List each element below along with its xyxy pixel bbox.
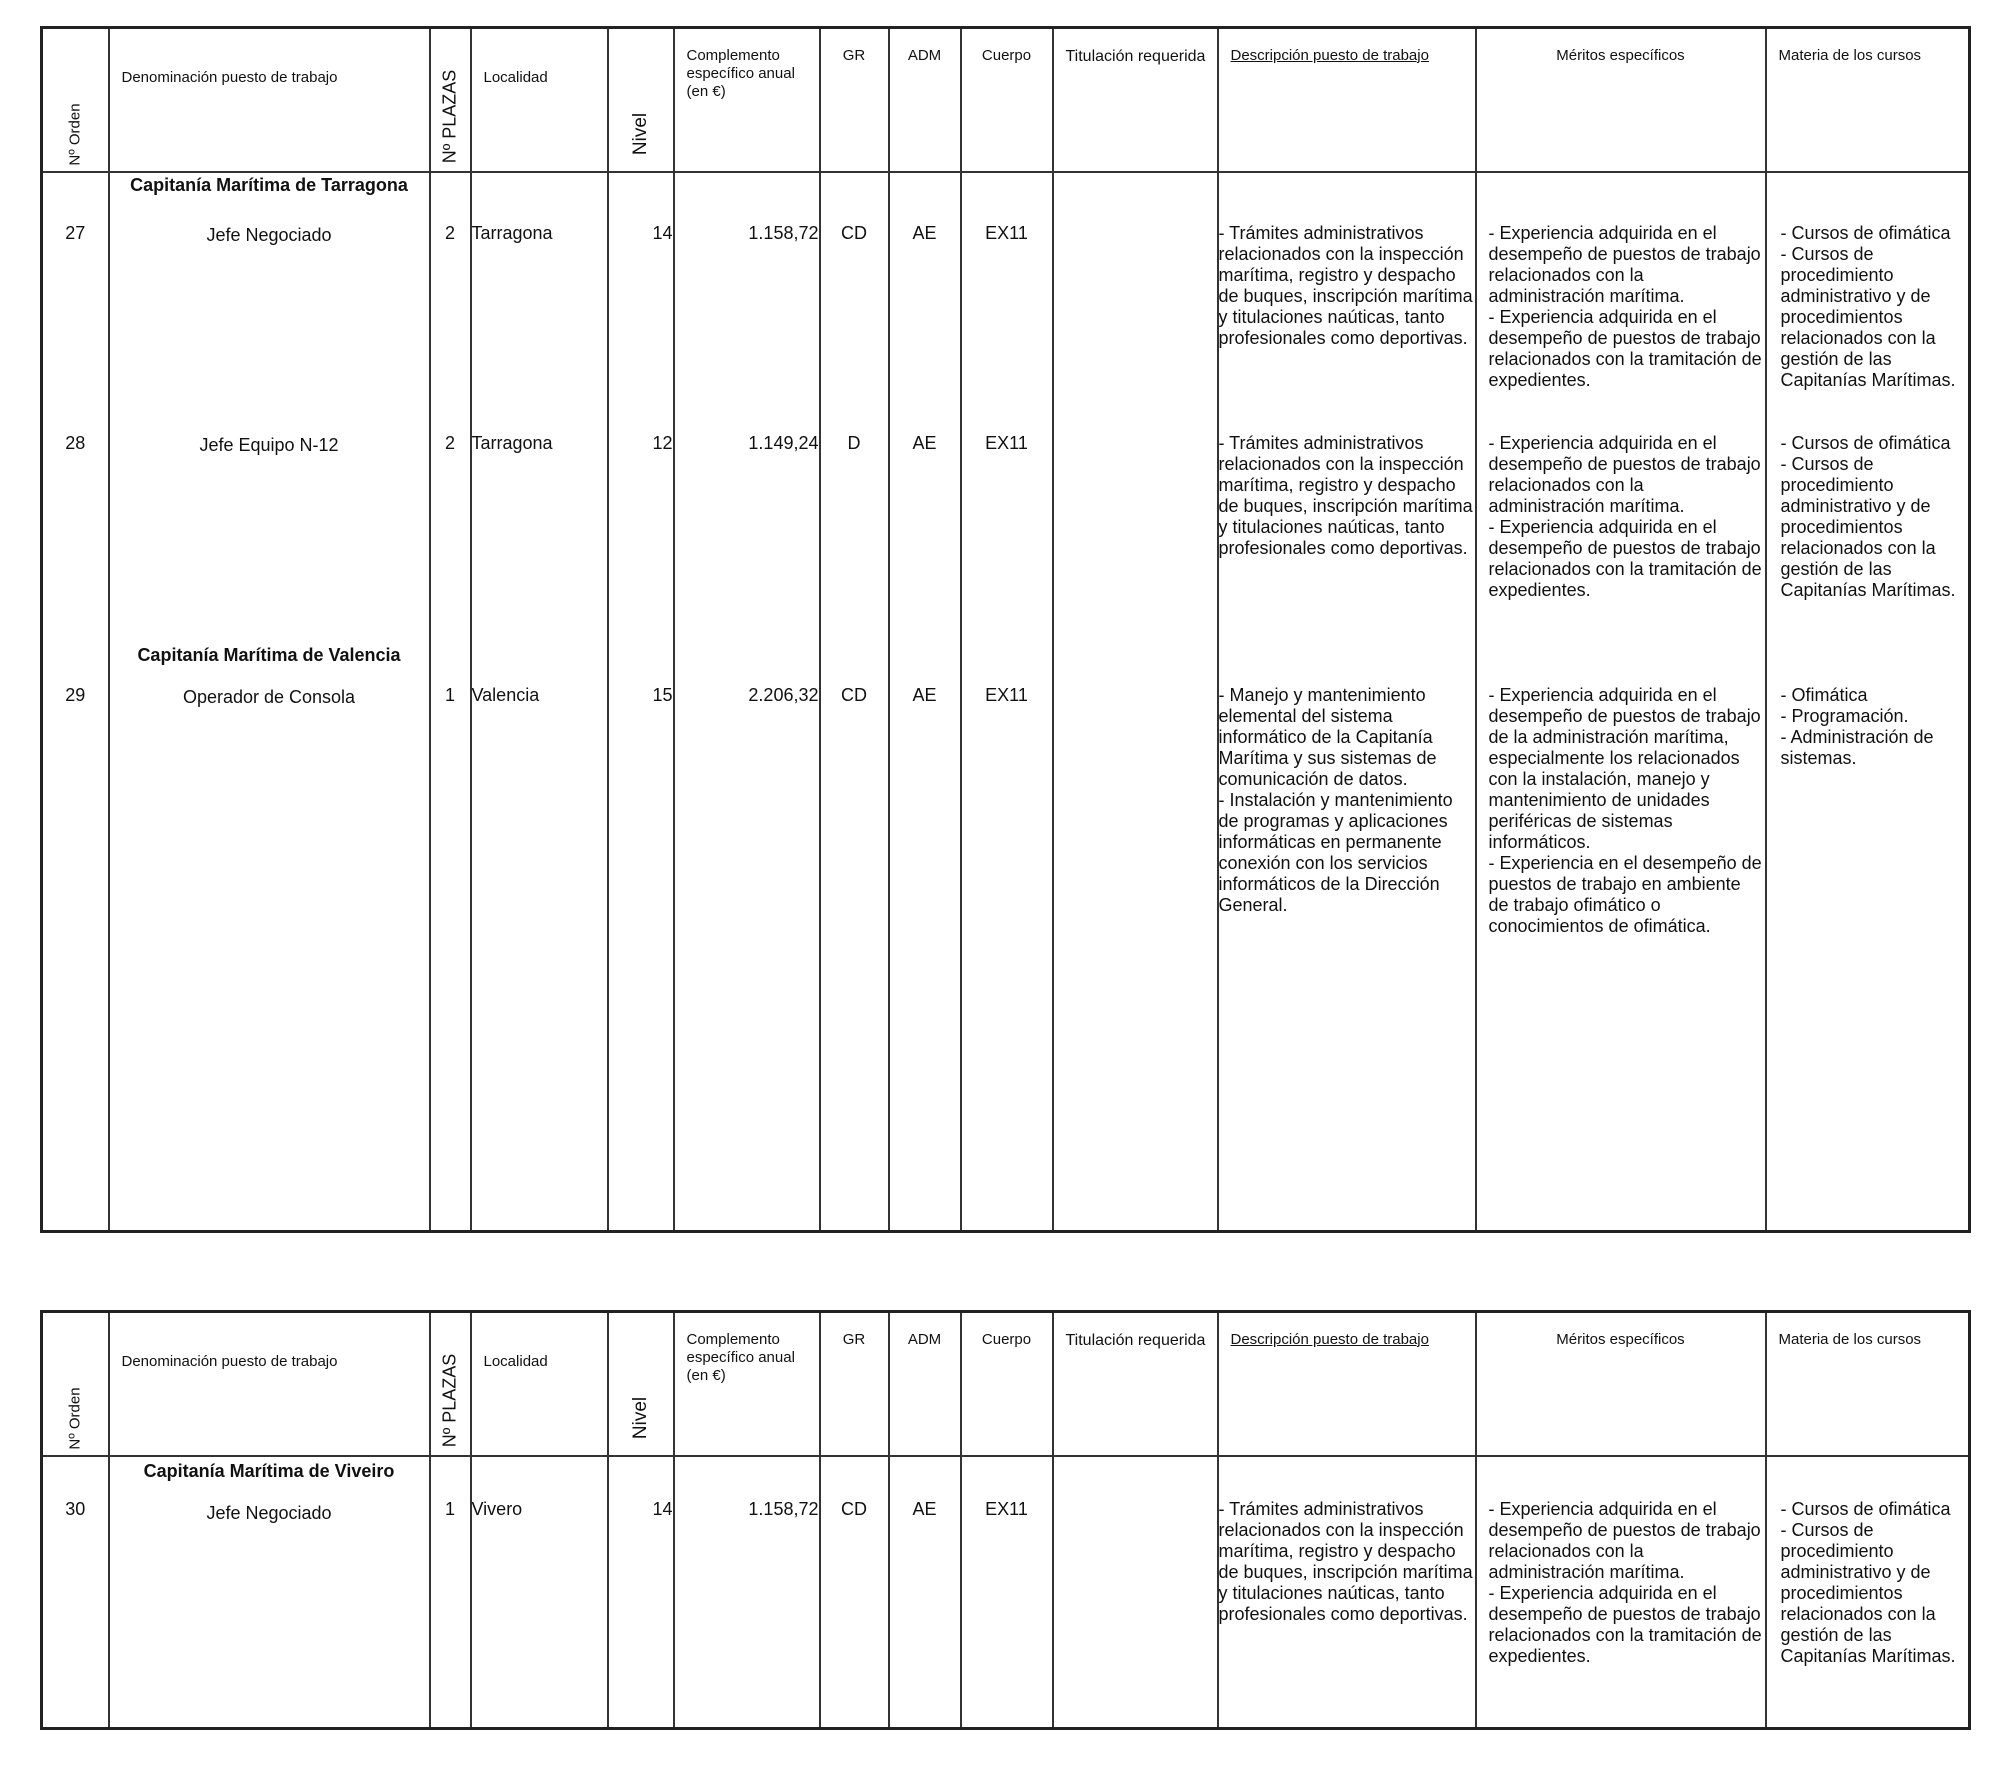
header-orden: Nº Orden [42, 1312, 109, 1456]
header-titulacion: Titulación requerida [1053, 1312, 1218, 1456]
table-body [42, 172, 1970, 1232]
header-adm: ADM [889, 1312, 961, 1456]
cell-meritos-28: - Experiencia adquirida en el desempeño de puestos de trabajo relacionados con la administración marítima. - Experiencia adquirida en el desempeño de puestos de trabajo relacionados con la tramitación de expedientes. [1488, 432, 1762, 600]
cell-cuerpo-29: EX11 [985, 684, 1028, 705]
cell-denominacion-28: Jefe Equipo N-12 [199, 434, 339, 455]
col-plazas [430, 1456, 471, 1729]
cell-meritos-27: - Experiencia adquirida en el desempeño de puestos de trabajo relacionados con la administración marítima. - Experiencia adquirida en el desempeño de puestos de trabajo relacionados con la tramitación de expedientes. [1488, 222, 1762, 390]
cell-orden-28: 28 [65, 432, 86, 453]
col-nivel [608, 172, 674, 1232]
cell-adm-28: AE [912, 432, 937, 453]
header-descripcion: Descripción puesto de trabajo [1218, 28, 1476, 172]
header-gr: GR [820, 1312, 889, 1456]
cell-materia-30: - Cursos de ofimática - Cursos de procedimiento administrativo y de procedimientos relacionados con la gestión de las Capitanías Marítimas. [1780, 1498, 1956, 1666]
cell-descripcion-28: - Trámites administrativos relacionados con la inspección marítima, registro y despacho de buques, inscripción marítima y titulaciones naúticas, tanto profesionales como deportivas. [1218, 432, 1473, 558]
header-complemento: Complemento específico anual (en €) [674, 28, 820, 172]
cell-gr-30: CD [841, 1498, 867, 1519]
header-nivel: Nivel [608, 1312, 674, 1456]
cell-nivel-27: 14 [652, 222, 673, 243]
col-descripcion [1218, 172, 1476, 1232]
header-plazas: Nº PLAZAS [430, 28, 471, 172]
header-cuerpo: Cuerpo [961, 28, 1053, 172]
cell-descripcion-29: - Manejo y mantenimiento elemental del sistema informático de la Capitanía Marítima y sus sistemas de comunicación de datos. - Instalación y mantenimiento de programas y aplicaciones informáticas en permanente conexión con los servicios informáticos de la Dirección General. [1218, 684, 1453, 915]
office-heading-valencia: Capitanía Marítima de Valencia [137, 644, 401, 665]
cell-adm-30: AE [912, 1498, 937, 1519]
cell-descripcion-30: - Trámites administrativos relacionados con la inspección marítima, registro y despacho de buques, inscripción marítima y titulaciones naúticas, tanto profesionales como deportivas. [1218, 1498, 1473, 1624]
cell-denominacion-29: Operador de Consola [182, 686, 356, 707]
cell-plazas-27: 2 [444, 222, 455, 243]
header-materia: Materia de los cursos [1766, 1312, 1970, 1456]
col-materia [1766, 1456, 1970, 1729]
cell-complemento-30: 1.158,72 [748, 1498, 819, 1519]
cell-orden-29: 29 [65, 684, 86, 705]
col-denominacion [109, 172, 430, 1232]
col-gr [820, 172, 889, 1232]
header-adm: ADM [889, 28, 961, 172]
header-orden: Nº Orden [42, 28, 109, 172]
cell-localidad-28: Tarragona [471, 432, 553, 453]
col-adm [889, 1456, 961, 1729]
header-cuerpo: Cuerpo [961, 1312, 1053, 1456]
cell-complemento-29: 2.206,32 [748, 684, 819, 705]
cell-localidad-30: Vivero [471, 1498, 523, 1519]
col-localidad [471, 1456, 608, 1729]
header-row-2 [42, 1312, 1970, 1456]
col-orden [42, 172, 109, 1232]
col-complemento [674, 172, 820, 1232]
header-denominacion: Denominación puesto de trabajo [109, 1312, 430, 1456]
cell-localidad-29: Valencia [471, 684, 540, 705]
office-heading-viveiro: Capitanía Marítima de Viveiro [143, 1460, 395, 1481]
cell-cuerpo-28: EX11 [985, 432, 1028, 453]
cell-gr-27: CD [841, 222, 867, 243]
header-materia: Materia de los cursos [1766, 28, 1970, 172]
cell-meritos-30: - Experiencia adquirida en el desempeño de puestos de trabajo relacionados con la administración marítima. - Experiencia adquirida en el desempeño de puestos de trabajo relacionados con la tramitación de expedientes. [1488, 1498, 1762, 1666]
cell-plazas-30: 1 [444, 1498, 455, 1519]
cell-gr-28: D [847, 432, 861, 453]
cell-materia-29: - Ofimática - Programación. - Administración de sistemas. [1780, 684, 1934, 768]
col-cuerpo [961, 1456, 1053, 1729]
cell-adm-29: AE [912, 684, 937, 705]
col-orden [42, 1456, 109, 1729]
cell-complemento-27: 1.158,72 [748, 222, 819, 243]
header-localidad: Localidad [471, 28, 608, 172]
cell-localidad-27: Tarragona [471, 222, 553, 243]
col-nivel [608, 1456, 674, 1729]
col-descripcion [1218, 1456, 1476, 1729]
cell-complemento-28: 1.149,24 [748, 432, 819, 453]
col-materia [1766, 172, 1970, 1232]
cell-nivel-29: 15 [652, 684, 673, 705]
office-heading-tarragona: Capitanía Marítima de Tarragona [130, 174, 408, 195]
col-adm [889, 172, 961, 1232]
col-meritos [1476, 172, 1766, 1232]
cell-denominacion-30: Jefe Negociado [206, 1502, 332, 1523]
job-table-1 [40, 26, 1971, 1233]
cell-cuerpo-27: EX11 [985, 222, 1028, 243]
job-table-2 [40, 1310, 1971, 1730]
col-gr [820, 1456, 889, 1729]
header-nivel: Nivel [608, 28, 674, 172]
header-gr: GR [820, 28, 889, 172]
header-meritos: Méritos específicos [1476, 28, 1766, 172]
cell-orden-30: 30 [65, 1498, 86, 1519]
col-localidad [471, 172, 608, 1232]
header-row [42, 28, 1970, 172]
cell-plazas-29: 1 [444, 684, 455, 705]
cell-materia-27: - Cursos de ofimática - Cursos de procedimiento administrativo y de procedimientos relacionados con la gestión de las Capitanías Marítimas. [1780, 222, 1956, 390]
cell-descripcion-27: - Trámites administrativos relacionados con la inspección marítima, registro y despacho de buques, inscripción marítima y titulaciones naúticas, tanto profesionales como deportivas. [1218, 222, 1473, 348]
header-titulacion: Titulación requerida [1053, 28, 1218, 172]
col-plazas [430, 172, 471, 1232]
col-cuerpo [961, 172, 1053, 1232]
cell-meritos-29: - Experiencia adquirida en el desempeño de puestos de trabajo de la administración marítima, especialmente los relacionados con la instalación, manejo y mantenimiento de unidades periféricas de sistemas informáticos. - Experiencia en el desempeño de puestos de trabajo en ambiente de trabajo ofimático o conocimientos de ofimática. [1488, 684, 1762, 936]
cell-orden-27: 27 [65, 222, 86, 243]
col-titulacion [1053, 1456, 1218, 1729]
cell-denominacion-27: Jefe Negociado [206, 224, 332, 245]
col-meritos [1476, 1456, 1766, 1729]
header-meritos: Méritos específicos [1476, 1312, 1766, 1456]
header-localidad: Localidad [471, 1312, 608, 1456]
cell-plazas-28: 2 [444, 432, 455, 453]
header-plazas: Nº PLAZAS [430, 1312, 471, 1456]
cell-nivel-30: 14 [652, 1498, 673, 1519]
header-denominacion: Denominación puesto de trabajo [109, 28, 430, 172]
cell-cuerpo-30: EX11 [985, 1498, 1028, 1519]
header-descripcion: Descripción puesto de trabajo [1218, 1312, 1476, 1456]
table-body-2 [42, 1456, 1970, 1729]
cell-gr-29: CD [841, 684, 867, 705]
cell-materia-28: - Cursos de ofimática - Cursos de procedimiento administrativo y de procedimientos relacionados con la gestión de las Capitanías Marítimas. [1780, 432, 1956, 600]
col-denominacion [109, 1456, 430, 1729]
col-complemento [674, 1456, 820, 1729]
cell-adm-27: AE [912, 222, 937, 243]
header-complemento: Complemento específico anual (en €) [674, 1312, 820, 1456]
col-titulacion [1053, 172, 1218, 1232]
cell-nivel-28: 12 [652, 432, 673, 453]
